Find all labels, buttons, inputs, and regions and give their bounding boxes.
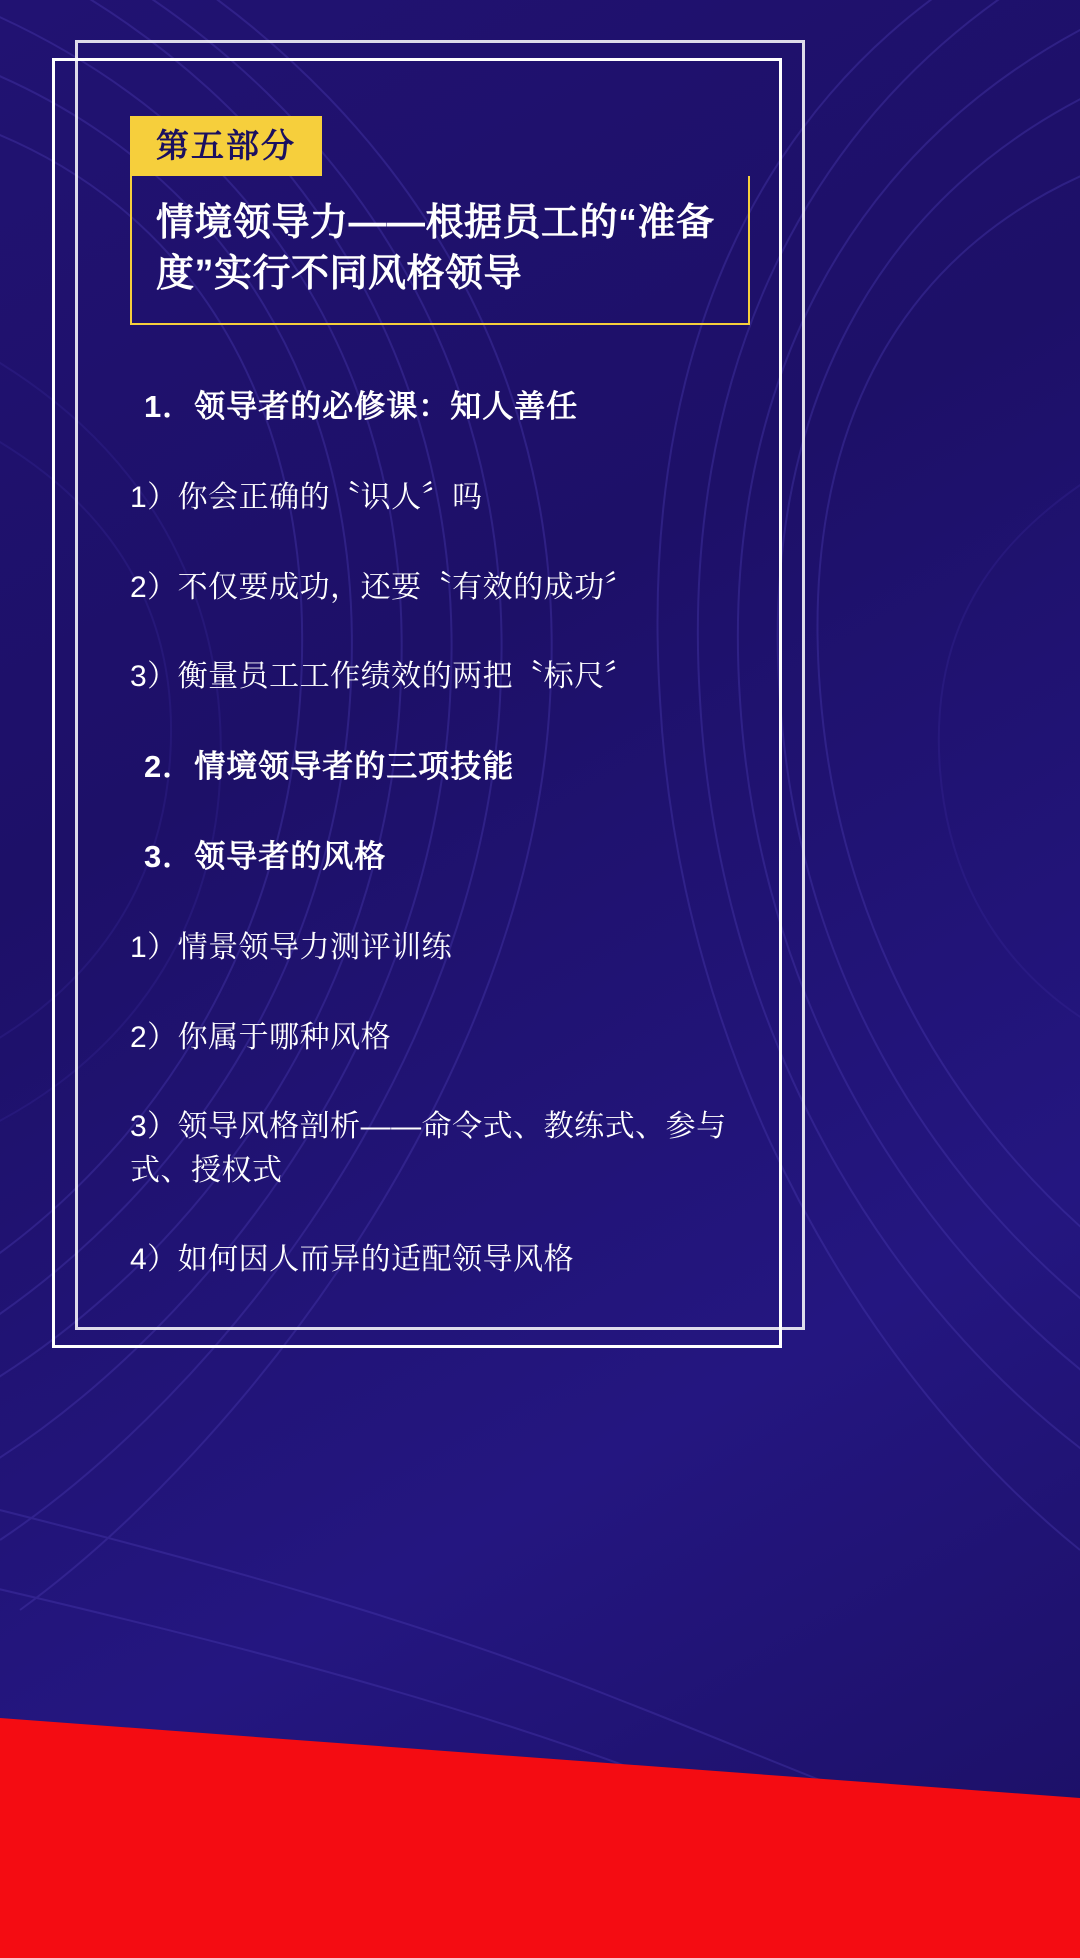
page-title: 情境领导力——根据员工的“准备度”实行不同风格领导: [156, 202, 715, 295]
list-item: 1．领导者的必修课：知人善任: [144, 389, 579, 425]
list-item: 3）衡量员工工作绩效的两把〝标尺〞: [130, 660, 636, 693]
poster-content: [52, 58, 782, 1348]
outline-list: [130, 385, 742, 1282]
list-item: 2）不仅要成功，还要〝有效的成功〞: [130, 570, 636, 604]
title-box: [130, 176, 750, 325]
red-footer-shape: [0, 1618, 1080, 1958]
section-badge: 第五部分: [130, 116, 322, 176]
list-item: 2．情境领导者的三项技能: [144, 748, 515, 784]
list-item: 1）情景领导力测评训练: [130, 931, 453, 965]
list-item: 4）如何因人而异的适配领导风格: [130, 1243, 575, 1277]
list-item: 3）领导风格剖析——命令式、教练式、参与式、授权式: [130, 1110, 727, 1187]
list-item: 1）你会正确的〝识人〞吗: [130, 481, 483, 514]
list-item: 2）你属于哪种风格: [130, 1020, 392, 1054]
list-item: 3．领导者的风格: [144, 839, 387, 875]
